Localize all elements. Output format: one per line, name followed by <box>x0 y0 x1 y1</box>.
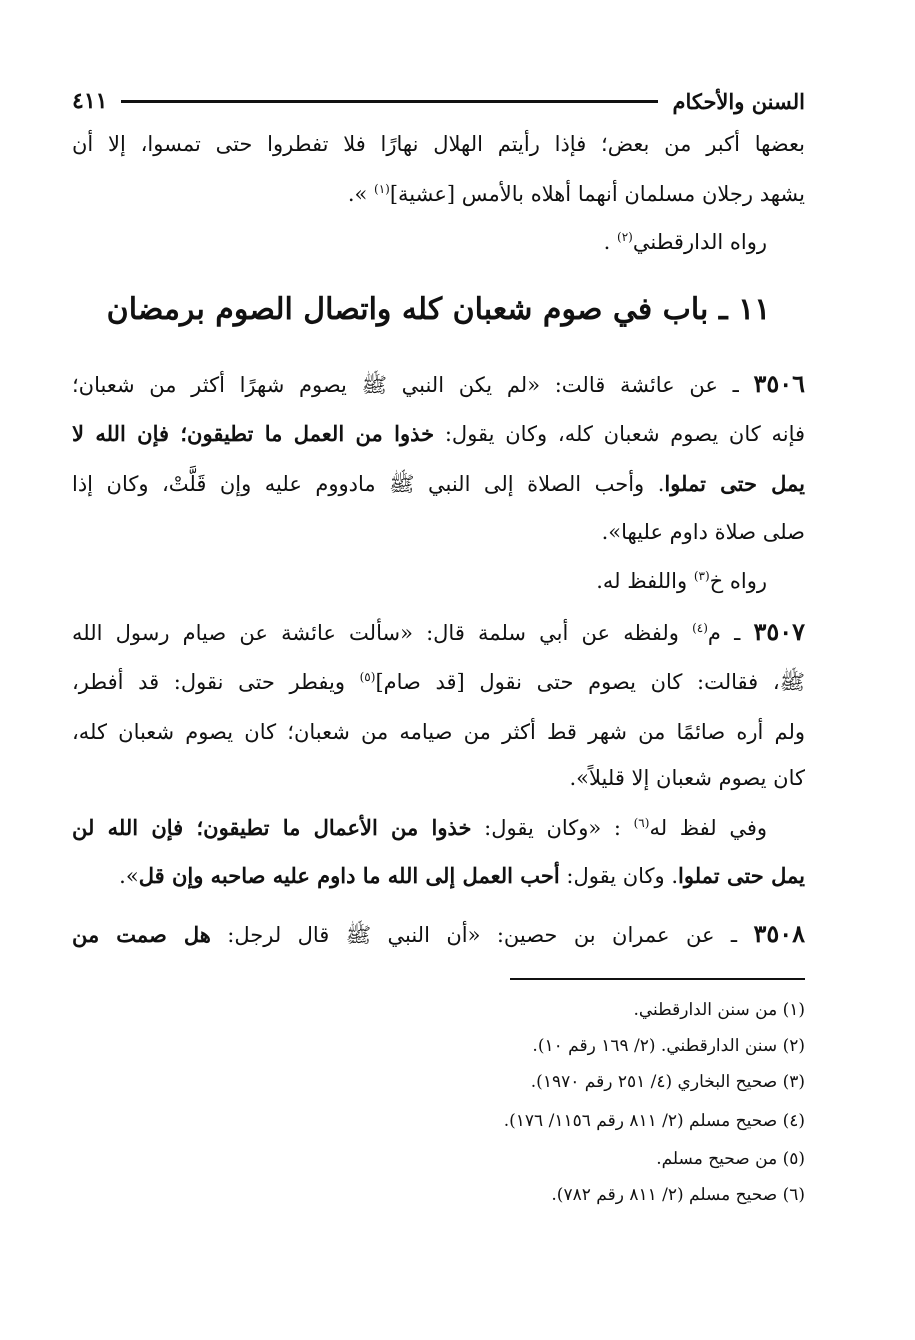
footnote: (٦) صحيح مسلم (٢/ ٨١١ رقم ٧٨٢). <box>551 1185 805 1205</box>
narration-note <box>72 561 805 601</box>
footnote-ref: (١) <box>374 182 390 196</box>
text-run: . وكان يقول: <box>559 864 679 888</box>
footnote-ref: (٤) <box>692 621 708 635</box>
footnote-separator <box>510 978 805 980</box>
text-run: ». <box>119 864 139 888</box>
text-run: ويفطر حتى نقول: قد أفطر، <box>72 670 360 694</box>
hadith-3508-line <box>72 914 805 954</box>
footnote-ref: (٣) <box>693 569 710 583</box>
text-run: ـ عن عائشة قالت: «لم يكن النبي ﷺ يصوم شهرًا أكثر من شعبان؛ <box>72 373 754 397</box>
prophetic-quote: يمل حتى تملوا <box>664 471 805 496</box>
hadith-3506-line <box>72 414 805 454</box>
footnote: (٤) صحيح مسلم (٢/ ٨١١ رقم ١١٥٦/ ١٧٦). <box>503 1111 805 1131</box>
text-run: ولفظه عن أبي سلمة قال: «سألت عائشة عن صيام رسول الله <box>72 621 693 645</box>
text-run: ـ عن عمران بن حصين: «أن النبي ﷺ قال لرجل: <box>210 923 754 947</box>
hadith-number: ٣٥٠٦ <box>753 369 805 398</box>
text-line <box>72 222 805 262</box>
hadith-3506-line <box>72 364 805 404</box>
variant-line <box>72 808 805 848</box>
variant-line <box>72 856 805 896</box>
footnote: (١) من سنن الدارقطني. <box>633 1000 805 1020</box>
book-page <box>72 0 805 1340</box>
text-run: . <box>603 230 618 254</box>
text-run: رواه الدارقطني <box>632 230 767 254</box>
prophetic-quote: يمل حتى تملوا <box>678 863 805 888</box>
footnote: (٣) صحيح البخاري (٤/ ٢٥١ رقم ١٩٧٠). <box>530 1072 805 1092</box>
header-title: السنن والأحكام <box>672 88 805 114</box>
text-run: رواه خ <box>709 569 767 593</box>
hadith-3507-line <box>72 662 805 702</box>
header-rule <box>121 100 658 103</box>
footnote: (٥) من صحيح مسلم. <box>656 1149 805 1169</box>
text-run: فإنه كان يصوم شعبان كله، وكان يقول: <box>434 422 805 446</box>
hadith-3506-line <box>72 464 805 504</box>
hadith-3506-line: صلى صلاة داوم عليها». <box>601 520 805 544</box>
text-run: وفي لفظ له <box>649 816 767 840</box>
text-line: بعضها أكبر من بعض؛ فإذا رأيتم الهلال نهارًا فلا تفطروا حتى تمسوا، إلا أن <box>72 132 805 156</box>
hadith-number: ٣٥٠٨ <box>753 919 805 948</box>
footnote-ref: (٦) <box>633 816 650 830</box>
chapter-heading: ١١ ـ باب في صوم شعبان كله واتصال الصوم برمضان <box>106 292 771 327</box>
text-run: : «وكان يقول: <box>471 816 634 840</box>
hadith-number: ٣٥٠٧ <box>753 617 805 646</box>
text-run: يشهد رجلان مسلمان أنهما أهلاه بالأمس [عشية] <box>389 182 805 206</box>
running-header <box>72 84 805 118</box>
prophetic-quote: خذوا من الأعمال ما تطيقون؛ فإن الله لن <box>72 815 472 840</box>
hadith-3507-line: كان يصوم شعبان إلا قليلاً». <box>569 766 805 790</box>
prophetic-quote: أحب العمل إلى الله ما داوم عليه صاحبه وإن قل <box>138 863 560 888</box>
footnote-ref: (٥) <box>359 670 376 684</box>
text-run: . وأحب الصلاة إلى النبي ﷺ مادووم عليه وإن قَلَّتْ، وكان إذا <box>72 472 665 496</box>
prophetic-quote: هل صمت من <box>72 922 211 947</box>
text-run: ـ م <box>707 621 754 645</box>
text-run: واللفظ له. <box>596 569 694 593</box>
hadith-3507-line <box>72 612 805 652</box>
text-line <box>72 174 805 214</box>
text-run: ». <box>347 182 375 206</box>
hadith-3507-line: ولم أره صائمًا من شهر قط أكثر من صيامه من شعبان؛ كان يصوم شعبان كله، <box>72 720 805 744</box>
footnote: (٢) سنن الدارقطني. (٢/ ١٦٩ رقم ١٠). <box>532 1036 805 1056</box>
page-number: ٤١١ <box>72 88 108 114</box>
footnote-ref: (٢) <box>617 230 633 244</box>
text-run: ﷺ، فقالت: كان يصوم حتى نقول [قد صام] <box>375 670 805 694</box>
prophetic-quote: خذوا من العمل ما تطيقون؛ فإن الله لا <box>72 421 435 446</box>
